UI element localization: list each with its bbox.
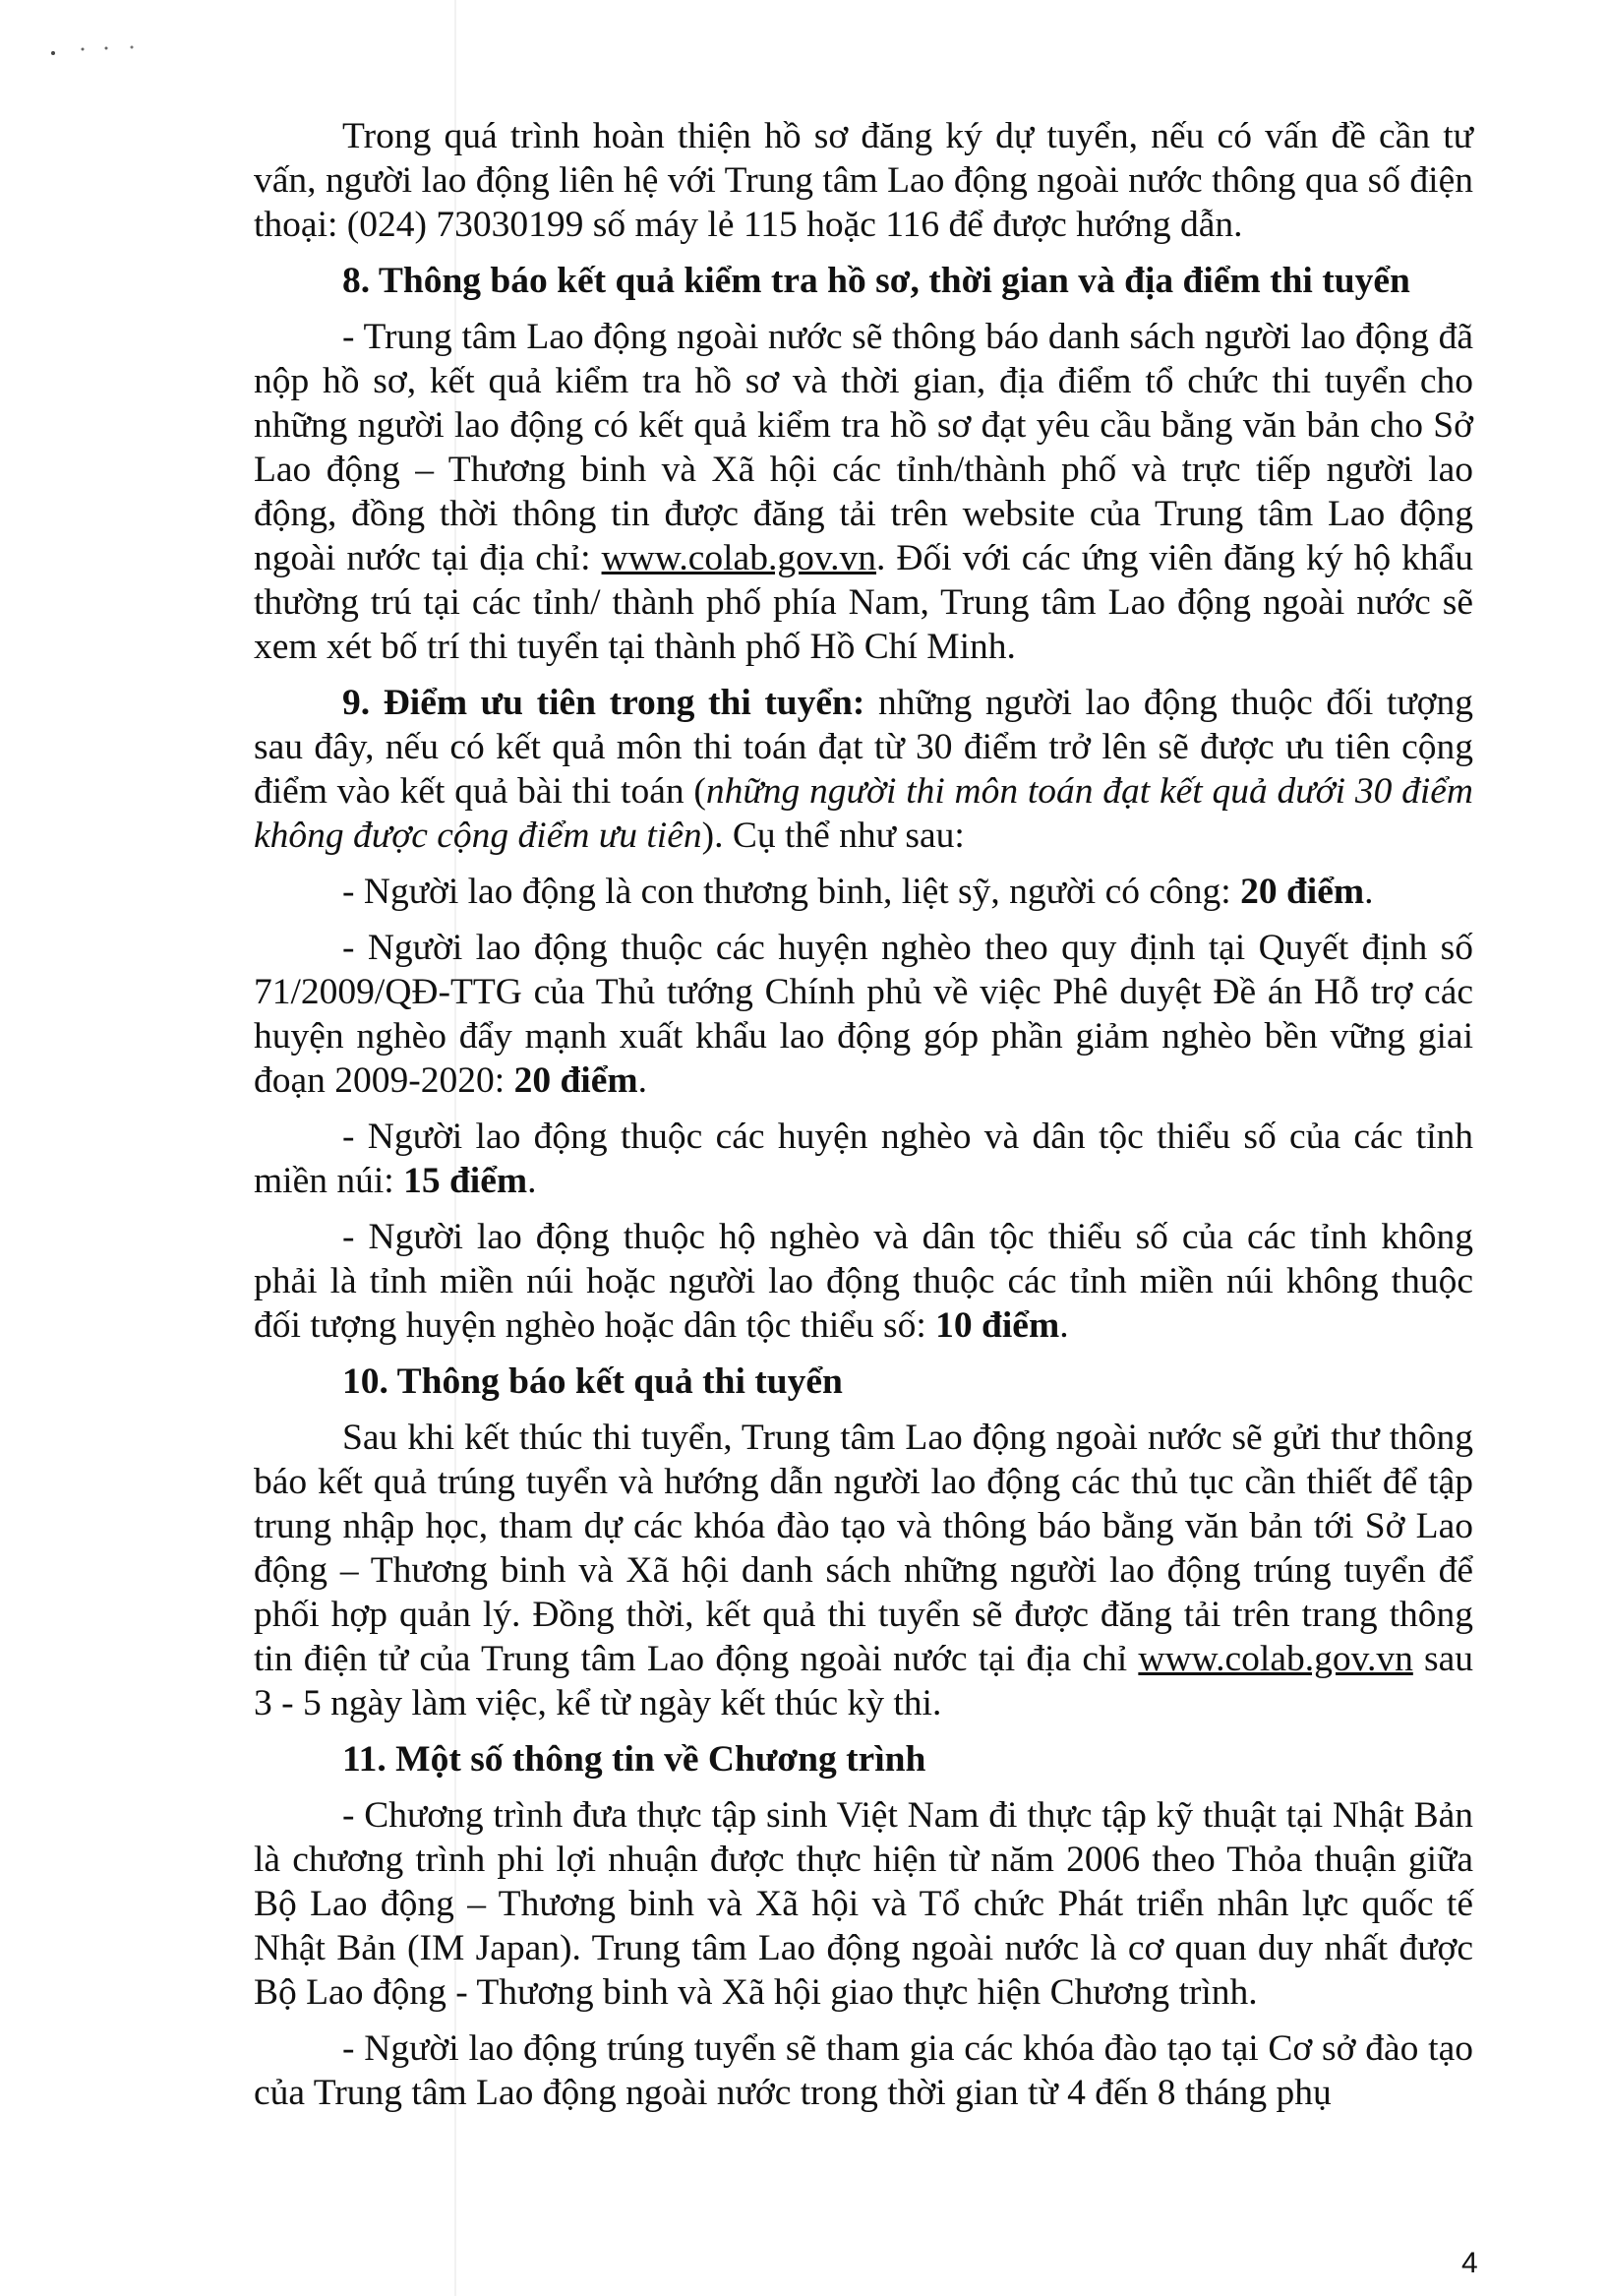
scan-specks [49, 39, 157, 64]
colab-link-2[interactable]: www.colab.gov.vn [1138, 1639, 1413, 1679]
paragraph-section-11-a: - Chương trình đưa thực tập sinh Việt Nam đi thực tập kỹ thuật tại Nhật Bản là chương trình phi lợi nhuận được thực hiện từ năm 2006 theo Thỏa thuận giữa Bộ Lao động – Thương binh và Xã hội và Tổ chức Phát triển nhân lực quốc tế Nhật Bản (IM Japan). Trung tâm Lao động ngoài nước là cơ quan duy nhất được Bộ Lao động - Thương binh và Xã hội giao thực hiện Chương trình. [254, 1795, 1473, 2013]
document-body [254, 114, 1473, 2127]
section-10-text-b: sau 3 - 5 ngày làm việc, kể từ ngày kết thúc kỳ thi. [254, 1639, 1473, 1723]
heading-section-10: 10. Thông báo kết quả thi tuyển [342, 1361, 843, 1402]
colab-link-1[interactable]: www.colab.gov.vn [601, 538, 877, 578]
priority-item-2-text: - Người lao động thuộc các huyện nghèo theo quy định tại Quyết định số 71/2009/QĐ-TTG của Thủ tướng Chính phủ về việc Phê duyệt Đề án Hỗ trợ các huyện nghèo đẩy mạnh xuất khẩu lao động góp phần giảm nghèo bền vững giai đoạn 2009-2020: [254, 928, 1473, 1101]
speck-marks [49, 39, 157, 59]
priority-item-1: - Người lao động là con thương binh, liệt sỹ, người có công: 20 điểm. [342, 872, 1374, 912]
priority-item-3-text: - Người lao động thuộc các huyện nghèo và dân tộc thiểu số của các tỉnh miền núi: [254, 1117, 1473, 1201]
priority-item-2: - Người lao động thuộc các huyện nghèo theo quy định tại Quyết định số 71/2009/QĐ-TTG của Thủ tướng Chính phủ về việc Phê duyệt Đề án Hỗ trợ các huyện nghèo đẩy mạnh xuất khẩu lao động góp phần giảm nghèo bền vững giai đoạn 2009-2020: 20 điểm. [254, 928, 1473, 1101]
section-9-italic-note: những người thi môn toán đạt kết quả dưới 30 điểm không được cộng điểm ưu tiên [254, 771, 1473, 856]
section-9-text-a: những người lao động thuộc đối tượng sau đây, nếu có kết quả môn thi toán đạt từ 30 điểm trở lên sẽ được ưu tiên cộng điểm vào kết quả bài thi toán ( [254, 683, 1473, 812]
paragraph-contact: Trong quá trình hoàn thiện hồ sơ đăng ký dự tuyển, nếu có vấn đề cần tư vấn, người lao động liên hệ với Trung tâm Lao động ngoài nước thông qua số điện thoại: (024) 73030199 số máy lẻ 115 hoặc 116 để được hướng dẫn. [254, 116, 1473, 245]
section-8-text-b: . Đối với các ứng viên đăng ký hộ khẩu thường trú tại các tỉnh/ thành phố phía Nam, Trung tâm Lao động ngoài nước sẽ xem xét bố trí thi tuyển tại thành phố Hồ Chí Minh. [254, 538, 1474, 667]
priority-item-4-text: - Người lao động thuộc hộ nghèo và dân tộc thiểu số của các tỉnh không phải là tỉnh miền núi hoặc người lao động thuộc các tỉnh miền núi không thuộc đối tượng huyện nghèo hoặc dân tộc thiểu số: [254, 1217, 1473, 1346]
priority-item-1-text: - Người lao động là con thương binh, liệt sỹ, người có công: [342, 872, 1241, 912]
priority-item-4: - Người lao động thuộc hộ nghèo và dân tộc thiểu số của các tỉnh không phải là tỉnh miền núi hoặc người lao động thuộc các tỉnh miền núi không thuộc đối tượng huyện nghèo hoặc dân tộc thiểu số: 10 điểm. [254, 1217, 1473, 1346]
paragraph-section-11-b: - Người lao động trúng tuyển sẽ tham gia các khóa đào tạo tại Cơ sở đào tạo của Trung tâm Lao động ngoài nước trong thời gian từ 4 đến 8 tháng phụ [254, 2028, 1473, 2113]
paragraph-section-8 [254, 315, 1473, 669]
section-8-text-a: - Trung tâm Lao động ngoài nước sẽ thông báo danh sách người lao động đã nộp hồ sơ, kết quả kiểm tra hồ sơ và thời gian, địa điểm tổ chức thi tuyển cho những người lao động có kết quả kiểm tra hồ sơ đạt yêu cầu bằng văn bản cho Sở Lao động – Thương binh và Xã hội các tỉnh/thành phố và trực tiếp người lao động, đồng thời thông tin được đăng tải trên website của Trung tâm Lao động ngoài nước tại địa chỉ: [254, 317, 1473, 578]
heading-section-9: 9. Điểm ưu tiên trong thi tuyển: [342, 683, 865, 723]
priority-item-4-points: 10 điểm [935, 1305, 1060, 1346]
section-10-text-a: Sau khi kết thúc thi tuyển, Trung tâm Lao động ngoài nước sẽ gửi thư thông báo kết quả trúng tuyển và hướng dẫn người lao động các thủ tục cần thiết để tập trung nhập học, tham dự các khóa đào tạo và thông báo bằng văn bản tới Sở Lao động – Thương binh và Xã hội danh sách những người lao động trúng tuyển để phối hợp quản lý. Đồng thời, kết quả thi tuyển sẽ được đăng tải trên trang thông tin điện tử của Trung tâm Lao động ngoài nước tại địa chỉ [254, 1418, 1473, 1679]
paragraph-section-10 [254, 1416, 1473, 1725]
priority-item-1-points: 20 điểm [1240, 872, 1365, 912]
priority-item-3: - Người lao động thuộc các huyện nghèo và dân tộc thiểu số của các tỉnh miền núi: 15 điểm. [254, 1117, 1473, 1201]
priority-item-2-points: 20 điểm [513, 1060, 638, 1101]
heading-section-8: 8. Thông báo kết quả kiểm tra hồ sơ, thời gian và địa điểm thi tuyển [342, 261, 1410, 301]
paragraph-section-9 [254, 681, 1473, 858]
priority-item-3-points: 15 điểm [403, 1161, 528, 1201]
page-number: 4 [1461, 2247, 1478, 2279]
section-9-text-b: ). Cụ thể như sau: [701, 816, 965, 856]
heading-section-11: 11. Một số thông tin về Chương trình [342, 1739, 926, 1780]
